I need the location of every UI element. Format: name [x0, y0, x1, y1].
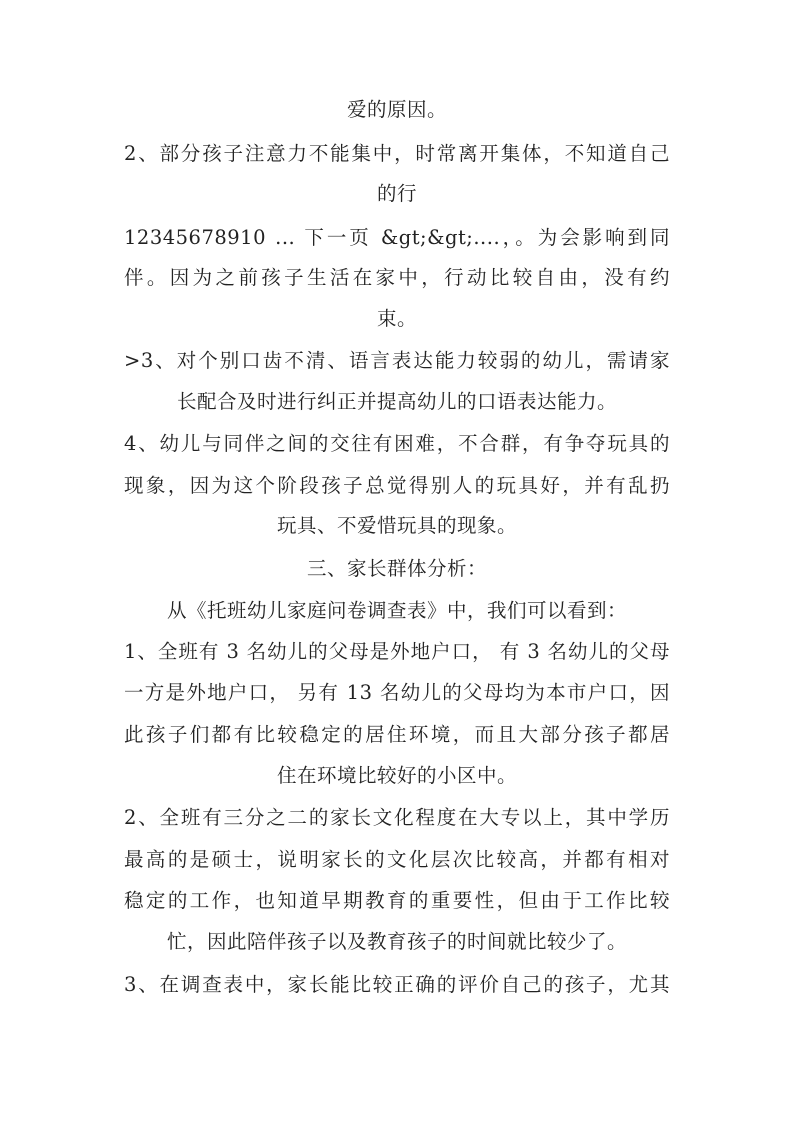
text-line: 最高的是硕士，说明家长的文化层次比较高，并都有相对: [124, 848, 670, 871]
text-line: 1、全班有 3 名幼儿的父母是外地户口， 有 3 名幼儿的父母: [124, 640, 670, 663]
text-line: 从《托班幼儿家庭问卷调查表》中，我们可以看到：: [166, 599, 627, 622]
text-line: 3、在调查表中，家长能比较正确的评价自己的孩子，尤其: [124, 973, 670, 996]
text-line: 2、部分孩子注意力不能集中，时常离开集体，不知道自己: [124, 142, 670, 165]
text-line: 4、幼儿与同伴之间的交往有困难，不合群，有争夺玩具的: [124, 432, 670, 455]
text-line: 玩具、不爱惜玩具的现象。: [276, 514, 517, 537]
text-line: 束。: [376, 307, 417, 330]
text-line: 2、全班有三分之二的家长文化程度在大专以上，其中学历: [124, 806, 670, 829]
text-line: 12345678910 ... 下一页 &gt;&gt;....，。为会影响到同: [124, 226, 670, 249]
text-line: 现象，因为这个阶段孩子总觉得别人的玩具好，并有乱扔: [124, 474, 670, 497]
text-line: 稳定的工作，也知道早期教育的重要性，但由于工作比较: [124, 889, 670, 912]
section-heading: 三、家长群体分析：: [306, 557, 487, 580]
text-line: 住在环境比较好的小区中。: [276, 764, 517, 787]
text-line: 爱的原因。: [346, 98, 447, 121]
text-line: 此孩子们都有比较稳定的居住环境，而且大部分孩子都居: [124, 723, 670, 746]
text-line: 的行: [376, 182, 417, 205]
text-line: 伴。因为之前孩子生活在家中，行动比较自由，没有约: [124, 266, 670, 289]
text-line: 忙，因此陪伴孩子以及教育孩子的时间就比较少了。: [166, 930, 627, 953]
text-line: >3、对个别口齿不清、语言表达能力较弱的幼儿，需请家: [124, 349, 670, 372]
text-line: 一方是外地户口， 另有 13 名幼儿的父母均为本市户口，因: [124, 681, 670, 704]
text-line: 长配合及时进行纠正并提高幼儿的口语表达能力。: [176, 390, 617, 413]
